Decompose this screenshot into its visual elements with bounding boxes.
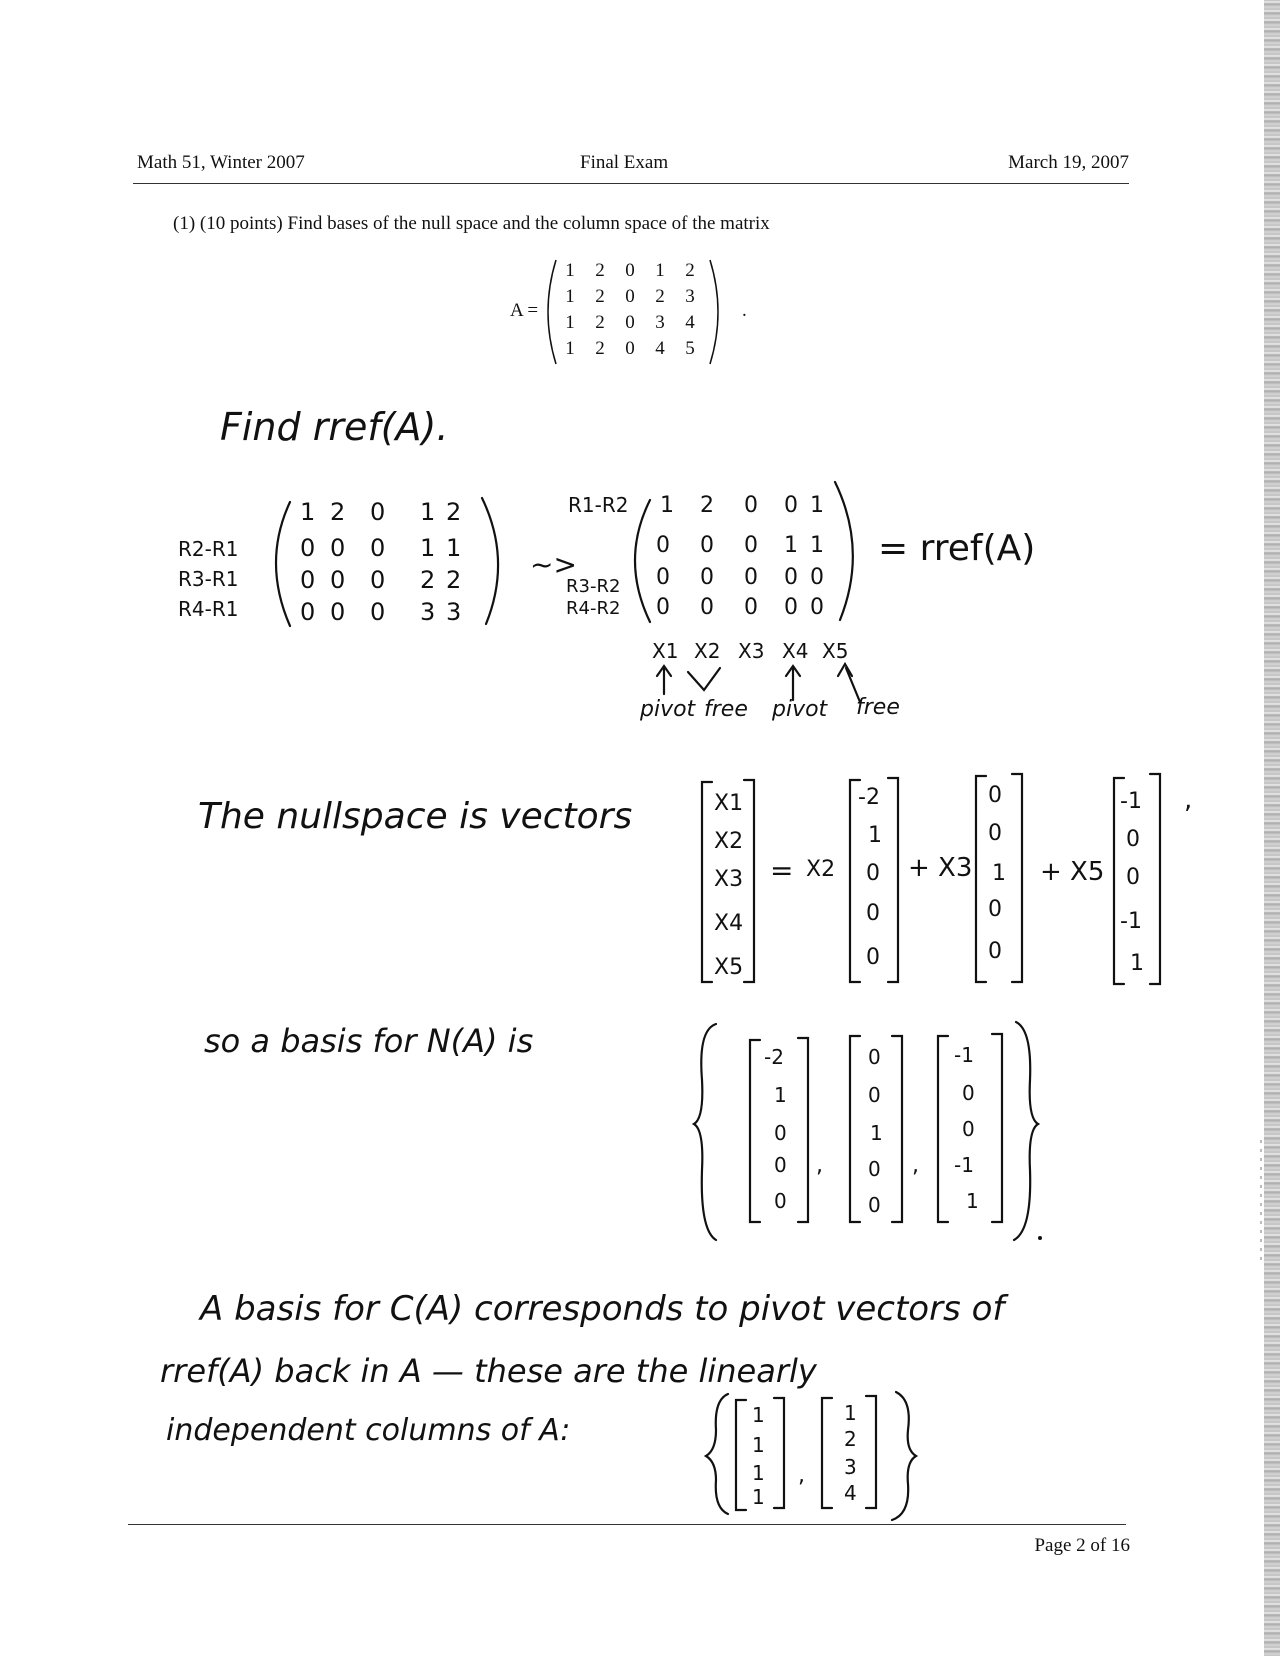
bracket-x2-close <box>888 778 898 982</box>
arrow-pivot-2 <box>786 666 800 700</box>
bracket-n2-open <box>850 1036 860 1222</box>
matrix-cell: 0 <box>625 312 635 333</box>
hw-var: X4 <box>782 639 809 663</box>
matrix-cell: 2 <box>595 260 605 281</box>
hw-vec-x2 <box>858 785 882 970</box>
problem-statement: (1) (10 points) Find bases of the null space and the column space of the matrix <box>173 213 770 234</box>
matrix-cell: 2 <box>595 338 605 359</box>
hw-x-entry: X4 <box>714 911 744 936</box>
hw-plus-x3: + X3 <box>908 853 973 883</box>
hw-rowop: R1-R2 <box>568 493 629 517</box>
matrix-cell: 4 <box>655 338 665 359</box>
hw-cell: 3 <box>446 598 462 626</box>
hw-cell: 0 <box>300 598 316 626</box>
paren-left-matrix-open <box>276 502 290 626</box>
hw-cell: 0 <box>744 533 758 558</box>
hw-rowop: R4-R1 <box>178 597 239 621</box>
hw-x-entry: X1 <box>714 791 744 816</box>
matrix-cell: 1 <box>565 338 575 359</box>
hw-x-entry: X2 <box>714 829 744 854</box>
hw-cell: 0 <box>700 595 714 620</box>
hw-vec-entry: -1 <box>954 1153 974 1177</box>
hw-vec-entry: 0 <box>988 897 1002 922</box>
hw-cell: 0 <box>300 534 316 562</box>
bracket-x2-open <box>850 780 860 982</box>
hw-vec-entry: 0 <box>774 1189 787 1213</box>
hw-vec-entry: 0 <box>774 1153 787 1177</box>
hw-cell: 2 <box>446 566 462 594</box>
hw-cell: 0 <box>810 595 824 620</box>
matrix-cell: 1 <box>565 312 575 333</box>
hw-vec-entry: 1 <box>992 861 1006 886</box>
hw-cell: 0 <box>300 566 316 594</box>
hw-vec-entry: 1 <box>966 1189 979 1213</box>
hw-cell: 0 <box>656 533 670 558</box>
matrix-cell: 0 <box>625 338 635 359</box>
bracket-x-open <box>702 782 712 982</box>
header-exam: Final Exam <box>580 152 669 173</box>
hw-vec-entry: 1 <box>752 1433 765 1457</box>
matrix-cell: 2 <box>655 286 665 307</box>
bracket-c1-close <box>774 1398 784 1508</box>
hw-cell: 0 <box>784 493 798 518</box>
bracket-x3-close <box>1012 774 1022 982</box>
hw-label-free: free <box>856 695 900 720</box>
hw-cell: 0 <box>700 565 714 590</box>
arrow-pivot-1 <box>657 666 671 694</box>
hw-matrix-rref <box>656 493 824 620</box>
hw-vec-entry: 2 <box>844 1427 857 1451</box>
hw-cell: 1 <box>420 534 436 562</box>
hw-cell: 0 <box>370 534 386 562</box>
hw-cell: 0 <box>744 595 758 620</box>
hw-cell: 3 <box>420 598 436 626</box>
hw-label-pivot: pivot <box>772 697 828 722</box>
matrix-a-lhs: A = <box>510 300 539 321</box>
hw-plus-x5: + X5 <box>1040 857 1105 887</box>
hw-label-free: free <box>704 697 748 722</box>
hw-cell: 0 <box>330 534 346 562</box>
hw-period-dot <box>1038 1236 1042 1240</box>
hw-cell: 1 <box>810 533 824 558</box>
hw-vec-entry: 3 <box>844 1455 857 1479</box>
hw-vec-entry: 0 <box>988 939 1002 964</box>
paren-rref-close <box>835 482 853 620</box>
hw-vec-x5 <box>1120 789 1144 976</box>
hw-comma: , <box>1184 785 1193 815</box>
footer-rule <box>128 1524 1126 1525</box>
hw-basis-n-vec3 <box>954 1043 979 1213</box>
hw-basis-n-vec1 <box>764 1045 787 1213</box>
hw-vec-entry: -1 <box>954 1043 974 1067</box>
hw-label-pivot: pivot <box>640 697 696 722</box>
hw-var: X3 <box>738 639 765 663</box>
hw-cell: 1 <box>446 534 462 562</box>
bracket-c2-open <box>822 1398 832 1508</box>
hw-nullspace-text: The nullspace is vectors <box>198 796 633 837</box>
matrix-cell: 0 <box>625 286 635 307</box>
bracket-x5-close <box>1150 774 1160 984</box>
hw-cell: 0 <box>784 595 798 620</box>
hw-cell: 0 <box>656 565 670 590</box>
hw-cell: 2 <box>420 566 436 594</box>
hw-basis-c-line3: independent columns of A: <box>166 1413 571 1448</box>
bracket-n3-open <box>938 1036 948 1222</box>
matrix-cell: 3 <box>685 286 695 307</box>
hw-comma: , <box>912 1153 919 1178</box>
hw-vec-entry: 0 <box>1126 827 1140 852</box>
hw-basis-n-text: so a basis for N(A) is <box>204 1022 534 1060</box>
hw-vec-entry: 0 <box>962 1117 975 1141</box>
hw-vec-entry: 0 <box>962 1081 975 1105</box>
paren-left-matrix-close <box>482 498 498 624</box>
page-number: Page 2 of 16 <box>1034 1535 1130 1556</box>
matrix-cell: 5 <box>685 338 695 359</box>
hw-cell: 0 <box>810 565 824 590</box>
bracket-n2-close <box>892 1036 902 1222</box>
hw-cell: 0 <box>744 493 758 518</box>
hw-vec-x3 <box>988 783 1006 964</box>
hw-cell: 1 <box>810 493 824 518</box>
matrix-cell: 2 <box>685 260 695 281</box>
bracket-n1-close <box>798 1038 808 1222</box>
hw-vec-entry: 1 <box>870 1121 883 1145</box>
hw-vec-entry: 0 <box>868 1193 881 1217</box>
hw-cell: 0 <box>700 533 714 558</box>
brace-n-close <box>1014 1022 1038 1240</box>
hw-comma: , <box>816 1153 823 1178</box>
hw-cell: 0 <box>330 598 346 626</box>
hw-rowop: R2-R1 <box>178 537 239 561</box>
hw-vec-entry: -1 <box>1120 909 1142 934</box>
hw-cell: 2 <box>446 498 462 526</box>
brace-c-close <box>892 1392 916 1520</box>
hw-basis-n-vec2 <box>868 1045 883 1217</box>
matrix-cell: 2 <box>595 312 605 333</box>
hw-vec-entry: 1 <box>1130 951 1144 976</box>
hw-cell: 2 <box>700 493 714 518</box>
hw-cell: 0 <box>370 598 386 626</box>
hw-vec-entry: 0 <box>868 1083 881 1107</box>
bracket-c2-close <box>866 1396 876 1508</box>
hw-equals-rref: = rref(A) <box>878 528 1036 569</box>
hw-find-rref: Find rref(A). <box>220 405 449 449</box>
hw-tilde-arrow: ~> <box>530 548 577 581</box>
hw-cell: 1 <box>300 498 316 526</box>
matrix-cell: 4 <box>685 312 695 333</box>
hw-vec-entry: 1 <box>844 1401 857 1425</box>
hw-vec-entry: 0 <box>988 821 1002 846</box>
hw-basis-c-vec1 <box>752 1403 765 1509</box>
header-date: March 19, 2007 <box>1008 152 1129 173</box>
bracket-x3-open <box>976 776 986 982</box>
brace-c-open <box>706 1394 728 1514</box>
hw-vec-entry: 1 <box>752 1461 765 1485</box>
brace-n-open <box>694 1024 716 1240</box>
hw-cell: 0 <box>330 566 346 594</box>
matrix-cell: 1 <box>565 260 575 281</box>
hw-equals: = <box>770 854 794 887</box>
hw-vec-entry: 1 <box>774 1083 787 1107</box>
bracket-x-close <box>744 780 754 982</box>
bracket-c1-open <box>736 1400 746 1510</box>
hw-cell: 1 <box>784 533 798 558</box>
hw-vec-entry: -2 <box>858 785 880 810</box>
hw-vec-entry: 0 <box>868 1157 881 1181</box>
hw-cell: 0 <box>370 498 386 526</box>
hw-x-entry: X5 <box>714 955 744 980</box>
hw-cell: 1 <box>660 493 674 518</box>
matrix-cell: 0 <box>625 260 635 281</box>
hw-vec-entry: 0 <box>868 1045 881 1069</box>
hw-rowop: R3-R2 <box>566 576 621 597</box>
hw-vec-entry: 0 <box>988 783 1002 808</box>
hw-basis-c-line2: rref(A) back in A — these are the linearly <box>160 1352 817 1390</box>
hw-var: X5 <box>822 639 849 663</box>
hw-rowop: R3-R1 <box>178 567 239 591</box>
hw-cell: 0 <box>656 595 670 620</box>
hw-vec-entry: 1 <box>868 823 882 848</box>
hw-vec-entry: 4 <box>844 1481 857 1505</box>
hw-cell: 0 <box>784 565 798 590</box>
hw-cell: 0 <box>744 565 758 590</box>
hw-vec-entry: -1 <box>1120 789 1142 814</box>
hw-vec-entry: 1 <box>752 1485 765 1509</box>
matrix-cell: 1 <box>565 286 575 307</box>
hw-vec-entry: 0 <box>1126 865 1140 890</box>
check-free-1 <box>688 668 720 690</box>
hw-cell: 2 <box>330 498 346 526</box>
paren-rref-open <box>635 500 650 622</box>
hw-vec-entry: 1 <box>752 1403 765 1427</box>
hw-var: X2 <box>694 639 721 663</box>
hw-cell: 0 <box>370 566 386 594</box>
hw-cell: 1 <box>420 498 436 526</box>
hw-vec-entry: 0 <box>866 901 880 926</box>
hw-x-entry: X3 <box>714 867 744 892</box>
hw-vec-entry: 0 <box>866 861 880 886</box>
hw-matrix-left <box>300 498 461 626</box>
matrix-cell: 1 <box>655 260 665 281</box>
bracket-n3-close <box>992 1034 1002 1222</box>
bracket-n1-open <box>750 1040 760 1222</box>
hw-basis-c-vec2 <box>844 1401 857 1505</box>
hw-rowop: R4-R2 <box>566 598 621 619</box>
matrix-cell: 3 <box>655 312 665 333</box>
hw-coef-x2: X2 <box>806 857 836 882</box>
hw-vec-entry: 0 <box>866 945 880 970</box>
hw-var: X1 <box>652 639 679 663</box>
hw-vec-entry: 0 <box>774 1121 787 1145</box>
matrix-a-period: . <box>742 300 747 321</box>
matrix-cell: 2 <box>595 286 605 307</box>
hw-basis-c-line1: A basis for C(A) corresponds to pivot vectors of <box>200 1289 1005 1329</box>
hw-comma: , <box>798 1463 805 1488</box>
header-course: Math 51, Winter 2007 <box>137 152 305 173</box>
hw-vec-entry: -2 <box>764 1045 784 1069</box>
